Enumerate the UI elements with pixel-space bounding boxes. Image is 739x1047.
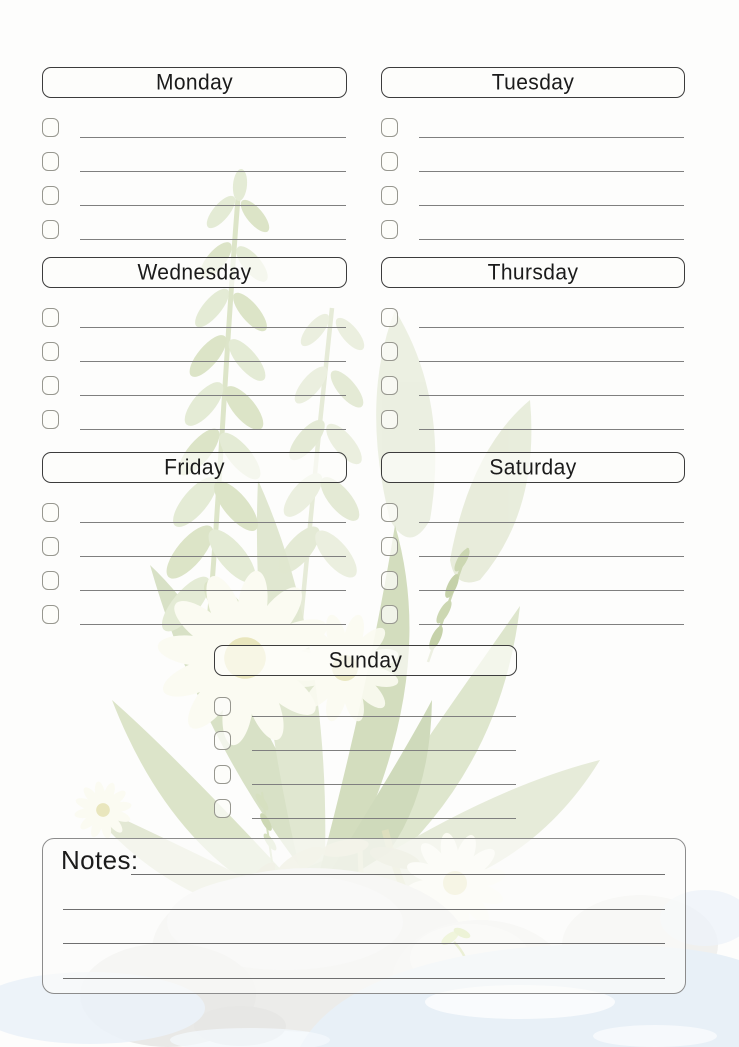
task-row	[42, 605, 347, 625]
day-label: Tuesday	[491, 69, 575, 95]
checkbox-icon[interactable]	[42, 342, 59, 361]
task-line[interactable]	[419, 342, 684, 362]
task-row	[381, 342, 685, 362]
day-label: Sunday	[328, 647, 403, 673]
task-row	[381, 220, 685, 240]
day-label: Monday	[155, 69, 234, 95]
checkbox-icon[interactable]	[381, 605, 398, 624]
task-line[interactable]	[419, 410, 684, 430]
day-label: Wednesday	[137, 259, 252, 285]
checkbox-icon[interactable]	[42, 186, 59, 205]
task-row	[381, 118, 685, 138]
day-section-friday	[42, 452, 347, 630]
day-section-sunday	[214, 645, 517, 823]
day-header-monday	[42, 67, 347, 98]
task-line[interactable]	[252, 799, 516, 819]
task-row	[42, 118, 347, 138]
day-label: Thursday	[487, 259, 579, 285]
checkbox-icon[interactable]	[214, 731, 231, 750]
task-line[interactable]	[80, 571, 346, 591]
checkbox-icon[interactable]	[381, 118, 398, 137]
day-header-tuesday	[381, 67, 685, 98]
task-line[interactable]	[80, 537, 346, 557]
checkbox-icon[interactable]	[381, 342, 398, 361]
task-row	[214, 799, 517, 819]
checkbox-icon[interactable]	[381, 186, 398, 205]
task-line[interactable]	[80, 376, 346, 396]
task-row	[42, 186, 347, 206]
task-line[interactable]	[252, 697, 516, 717]
checkbox-icon[interactable]	[42, 308, 59, 327]
checkbox-icon[interactable]	[42, 376, 59, 395]
checkbox-icon[interactable]	[42, 118, 59, 137]
notes-label: Notes:	[61, 845, 139, 875]
task-row	[214, 731, 517, 751]
task-line[interactable]	[80, 605, 346, 625]
checkbox-icon[interactable]	[214, 765, 231, 784]
day-section-thursday	[381, 257, 685, 435]
day-header-thursday	[381, 257, 685, 288]
task-line[interactable]	[419, 308, 684, 328]
task-row	[381, 152, 685, 172]
checkbox-icon[interactable]	[381, 571, 398, 590]
task-line[interactable]	[419, 220, 684, 240]
checkbox-icon[interactable]	[381, 220, 398, 239]
day-section-saturday	[381, 452, 685, 630]
task-row	[381, 605, 685, 625]
task-row	[42, 571, 347, 591]
day-section-monday	[42, 67, 347, 245]
checkbox-icon[interactable]	[381, 410, 398, 429]
checkbox-icon[interactable]	[381, 308, 398, 327]
task-row	[42, 220, 347, 240]
task-line[interactable]	[419, 571, 684, 591]
task-row	[42, 152, 347, 172]
task-row	[381, 571, 685, 591]
task-line[interactable]	[80, 118, 346, 138]
checkbox-icon[interactable]	[42, 571, 59, 590]
day-header-wednesday	[42, 257, 347, 288]
day-label: Friday	[164, 454, 225, 480]
day-header-friday	[42, 452, 347, 483]
checkbox-icon[interactable]	[214, 799, 231, 818]
task-line[interactable]	[80, 220, 346, 240]
day-header-sunday	[214, 645, 517, 676]
task-row	[42, 308, 347, 328]
task-line[interactable]	[80, 308, 346, 328]
task-line[interactable]	[80, 152, 346, 172]
checkbox-icon[interactable]	[42, 605, 59, 624]
task-row	[42, 410, 347, 430]
day-header-saturday	[381, 452, 685, 483]
notes-line[interactable]	[131, 856, 665, 875]
task-line[interactable]	[419, 503, 684, 523]
checkbox-icon[interactable]	[381, 503, 398, 522]
task-row	[381, 308, 685, 328]
checkbox-icon[interactable]	[42, 220, 59, 239]
checkbox-icon[interactable]	[381, 376, 398, 395]
checkbox-icon[interactable]	[42, 410, 59, 429]
task-line[interactable]	[80, 503, 346, 523]
task-row	[214, 765, 517, 785]
checkbox-icon[interactable]	[214, 697, 231, 716]
day-section-wednesday	[42, 257, 347, 435]
task-row	[381, 537, 685, 557]
task-line[interactable]	[419, 152, 684, 172]
day-label: Saturday	[489, 454, 577, 480]
notes-line[interactable]	[63, 891, 665, 910]
task-line[interactable]	[252, 765, 516, 785]
checkbox-icon[interactable]	[42, 152, 59, 171]
task-line[interactable]	[80, 342, 346, 362]
notes-line[interactable]	[63, 960, 665, 979]
task-row	[42, 503, 347, 523]
notes-line[interactable]	[63, 925, 665, 944]
task-row	[381, 503, 685, 523]
checkbox-icon[interactable]	[42, 503, 59, 522]
task-line[interactable]	[80, 186, 346, 206]
task-line[interactable]	[419, 186, 684, 206]
checkbox-icon[interactable]	[381, 537, 398, 556]
task-line[interactable]	[419, 605, 684, 625]
task-line[interactable]	[419, 537, 684, 557]
task-row	[381, 186, 685, 206]
task-line[interactable]	[419, 376, 684, 396]
checkbox-icon[interactable]	[42, 537, 59, 556]
task-row	[42, 342, 347, 362]
task-line[interactable]	[252, 731, 516, 751]
task-row	[381, 410, 685, 430]
task-row	[381, 376, 685, 396]
task-row	[42, 376, 347, 396]
day-section-tuesday	[381, 67, 685, 245]
checkbox-icon[interactable]	[381, 152, 398, 171]
task-row	[214, 697, 517, 717]
notes-section	[42, 838, 686, 994]
task-row	[42, 537, 347, 557]
task-line[interactable]	[80, 410, 346, 430]
task-line[interactable]	[419, 118, 684, 138]
